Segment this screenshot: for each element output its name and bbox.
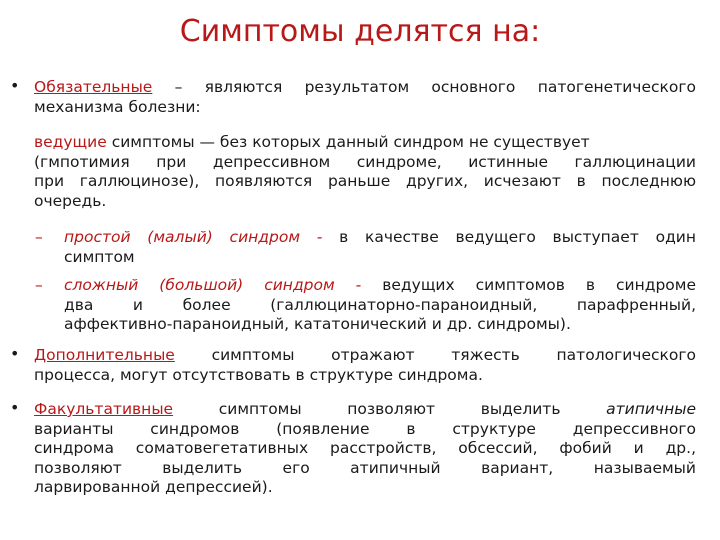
text-leading-1: симптомы — без которых данный синдром не существует	[106, 133, 590, 151]
bullet-obligatory: •	[10, 76, 20, 95]
term-leading: ведущие	[34, 133, 107, 151]
text-additional-2: процесса, могут отсутствовать в структуре синдрома.	[34, 365, 483, 384]
text-obligatory-1: – являются результатом основного патогенетического	[152, 78, 696, 96]
dash-complex: –	[35, 276, 43, 294]
term-additional: Дополнительные	[34, 346, 175, 364]
text-complex-2: два и более (галлюцинаторно-параноидный, парафренный,	[64, 295, 696, 314]
text-additional-1: симптомы отражают тяжесть патологического	[174, 346, 696, 364]
text-leading-4: очередь.	[34, 191, 107, 210]
text-optional-4: позволяют выделить его атипичный вариант, называемый	[34, 458, 696, 477]
term-atypical: атипичные	[606, 400, 696, 418]
paragraph-optional	[34, 400, 696, 498]
text-optional-2: варианты синдромов (появление в структуре депрессивного	[34, 419, 696, 438]
text-complex-3: аффективно-параноидный, кататонический и др. синдромы).	[64, 315, 571, 333]
text-simple-2: симптом	[64, 247, 135, 266]
bullet-optional: •	[10, 398, 20, 417]
text-optional-1a: симптомы позволяют выделить	[173, 400, 607, 418]
term-optional: Факультативные	[34, 400, 174, 418]
paragraph-leading	[34, 133, 696, 211]
paragraph-obligatory	[34, 78, 696, 117]
term-complex: сложный (большой) синдром -	[64, 276, 362, 294]
subitem-complex	[64, 276, 696, 335]
text-optional-5: ларвированной депрессией).	[34, 478, 273, 496]
text-leading-3: при галлюцинозе), появляются раньше других, исчезают в последнюю	[34, 172, 696, 190]
text-leading-2: (гмпотимия при депрессивном синдроме, истинные галлюцинации	[34, 152, 696, 171]
term-obligatory: Обязательные	[34, 78, 153, 96]
term-simple: простой (малый) синдром -	[64, 228, 323, 246]
text-complex-1: ведущих симптомов в синдроме	[361, 276, 696, 294]
text-simple-1: в качестве ведущего выступает один	[322, 228, 697, 246]
page-title: Симптомы делятся на:	[179, 14, 541, 49]
bullet-additional: •	[10, 344, 20, 363]
subitem-simple	[64, 228, 696, 267]
dash-simple: –	[35, 228, 43, 246]
text-obligatory-2: механизма болезни:	[34, 97, 201, 116]
paragraph-additional	[34, 346, 696, 385]
text-optional-3: синдрома соматовегетативных расстройств, обсессий, фобий и др.,	[34, 439, 696, 457]
